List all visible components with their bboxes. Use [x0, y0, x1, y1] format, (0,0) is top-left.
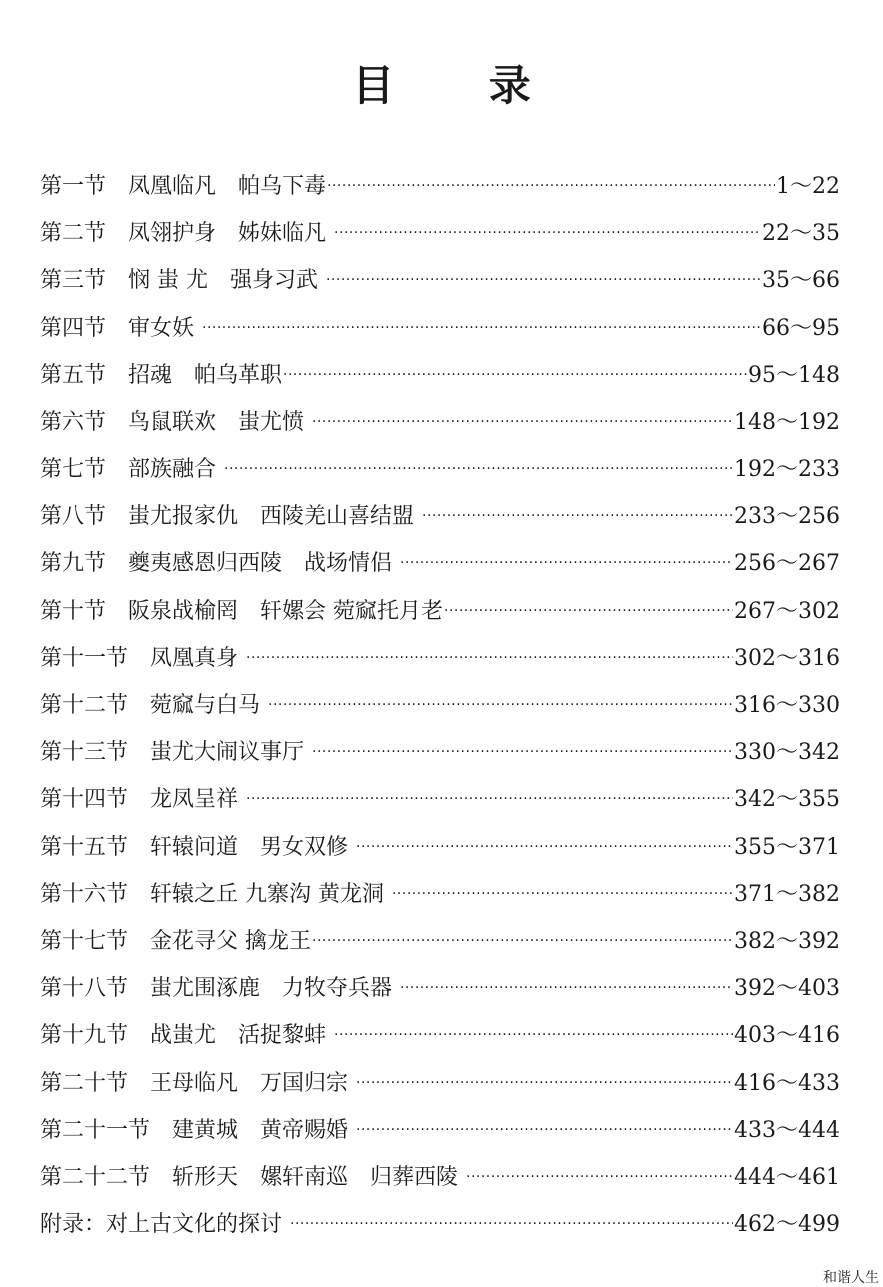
toc-entry[interactable] — [40, 1060, 840, 1107]
toc-entry-title: 第五节 招魂 帕乌革职 — [40, 362, 283, 388]
toc-entry[interactable] — [40, 682, 840, 729]
dot-leader — [326, 257, 761, 304]
toc-entry-pages: 433～444 — [734, 1117, 840, 1143]
toc-entry-title: 第二十二节 斩形天 嫘轩南巡 归葬西陵 — [40, 1164, 465, 1190]
toc-entry-pages: 444～461 — [734, 1164, 840, 1190]
dot-leader — [312, 918, 733, 965]
dot-leader — [466, 1154, 733, 1201]
toc-entry[interactable] — [40, 776, 840, 823]
toc-entry-pages: 192～233 — [734, 457, 840, 483]
dot-leader — [268, 682, 733, 729]
toc-entry-pages: 233～256 — [734, 504, 840, 530]
dot-leader — [312, 399, 733, 446]
dot-leader — [290, 1201, 733, 1248]
toc-entry-title: 第十五节 轩辕问道 男女双修 — [40, 834, 355, 860]
toc-entry-title: 第二十一节 建黄城 黄帝赐婚 — [40, 1117, 355, 1143]
page-title: 目 录 — [352, 61, 571, 110]
toc-entry[interactable] — [40, 1201, 840, 1248]
toc-entry-title: 第九节 夔夷感恩归西陵 战场情侣 — [40, 551, 399, 577]
toc-entry-pages: 267～302 — [734, 598, 840, 624]
dot-leader — [444, 588, 733, 635]
toc-entry-pages: 416～433 — [734, 1070, 840, 1096]
toc-entry-title: 第十二节 菀窳与白马 — [40, 693, 267, 719]
dot-leader — [392, 871, 733, 918]
toc-entry-title: 第十一节 凤凰真身 — [40, 645, 245, 671]
dot-leader — [334, 1012, 733, 1059]
toc-entry-pages: 148～192 — [734, 409, 840, 435]
toc-entry[interactable] — [40, 257, 840, 304]
toc-entry[interactable] — [40, 493, 840, 540]
toc-entry-title: 附录：对上古文化的探讨 — [40, 1212, 289, 1238]
toc-entry-pages: 392～403 — [734, 976, 840, 1002]
toc-entry-pages: 22～35 — [762, 221, 840, 247]
toc-entry-pages: 256～267 — [734, 551, 840, 577]
dot-leader — [422, 493, 733, 540]
toc-entry-title: 第十六节 轩辕之丘 九寨沟 黄龙洞 — [40, 881, 391, 907]
toc-entry-title: 第二十节 王母临凡 万国归宗 — [40, 1070, 355, 1096]
toc-entry[interactable] — [40, 305, 840, 352]
toc-entry[interactable] — [40, 965, 840, 1012]
toc-entry[interactable] — [40, 1107, 840, 1154]
dot-leader — [312, 729, 733, 776]
toc-entry[interactable] — [40, 1154, 840, 1201]
table-of-contents — [40, 163, 840, 1248]
toc-entry[interactable] — [40, 729, 840, 776]
toc-entry[interactable] — [40, 163, 840, 210]
toc-entry-pages: 316～330 — [734, 693, 840, 719]
dot-leader — [327, 163, 775, 210]
dot-leader — [356, 1107, 733, 1154]
toc-entry-pages: 302～316 — [734, 645, 840, 671]
toc-entry-title: 第三节 悯 蚩 尤 强身习武 — [40, 268, 325, 294]
dot-leader — [224, 446, 733, 493]
toc-entry-title: 第一节 凤凰临凡 帕乌下毒 — [40, 173, 327, 199]
watermark-text: 和谐人生 — [823, 1270, 879, 1286]
toc-entry[interactable] — [40, 541, 840, 588]
toc-entry-pages: 382～392 — [734, 928, 840, 954]
toc-entry-pages: 1～22 — [776, 173, 840, 199]
toc-entry-pages: 371～382 — [734, 881, 840, 907]
toc-entry-title: 第十节 阪泉战榆罔 轩嫘会 菀窳托月老 — [40, 598, 443, 624]
dot-leader — [283, 352, 747, 399]
dot-leader — [400, 540, 733, 587]
dot-leader — [400, 965, 733, 1012]
toc-entry[interactable] — [40, 352, 840, 399]
toc-entry[interactable] — [40, 824, 840, 871]
toc-entry-title: 第十七节 金花寻父 擒龙王 — [40, 928, 311, 954]
toc-entry[interactable] — [40, 210, 840, 257]
toc-entry-title: 第六节 鸟鼠联欢 蚩尤愤 — [40, 409, 311, 435]
toc-entry-pages: 403～416 — [734, 1023, 840, 1049]
toc-entry[interactable] — [40, 635, 840, 682]
dot-leader — [246, 776, 733, 823]
toc-entry-pages: 35～66 — [762, 268, 840, 294]
toc-entry-title: 第十九节 战蚩尤 活捉黎蚌 — [40, 1023, 333, 1049]
toc-entry-pages: 95～148 — [748, 362, 840, 388]
toc-entry[interactable] — [40, 871, 840, 918]
toc-entry-title: 第十八节 蚩尤围涿鹿 力牧夺兵器 — [40, 976, 399, 1002]
toc-entry-pages: 462～499 — [734, 1212, 840, 1238]
toc-entry[interactable] — [40, 1012, 840, 1059]
toc-entry[interactable] — [40, 588, 840, 635]
toc-entry-title: 第七节 部族融合 — [40, 457, 223, 483]
dot-leader — [356, 1060, 733, 1107]
toc-entry-title: 第二节 凤翎护身 姊妹临凡 — [40, 221, 333, 247]
toc-entry-pages: 342～355 — [734, 787, 840, 813]
dot-leader — [334, 210, 761, 257]
dot-leader — [246, 635, 733, 682]
toc-entry[interactable] — [40, 399, 840, 446]
toc-entry-title: 第十四节 龙凤呈祥 — [40, 787, 245, 813]
toc-entry-title: 第十三节 蚩尤大闹议事厅 — [40, 740, 311, 766]
toc-entry-pages: 330～342 — [734, 740, 840, 766]
toc-entry-title: 第八节 蚩尤报家仇 西陵羌山喜结盟 — [40, 504, 421, 530]
toc-entry[interactable] — [40, 918, 840, 965]
toc-entry-pages: 66～95 — [762, 315, 840, 341]
dot-leader — [202, 305, 761, 352]
toc-entry[interactable] — [40, 446, 840, 493]
dot-leader — [356, 824, 733, 871]
toc-entry-pages: 355～371 — [734, 834, 840, 860]
toc-entry-title: 第四节 审女妖 — [40, 315, 201, 341]
